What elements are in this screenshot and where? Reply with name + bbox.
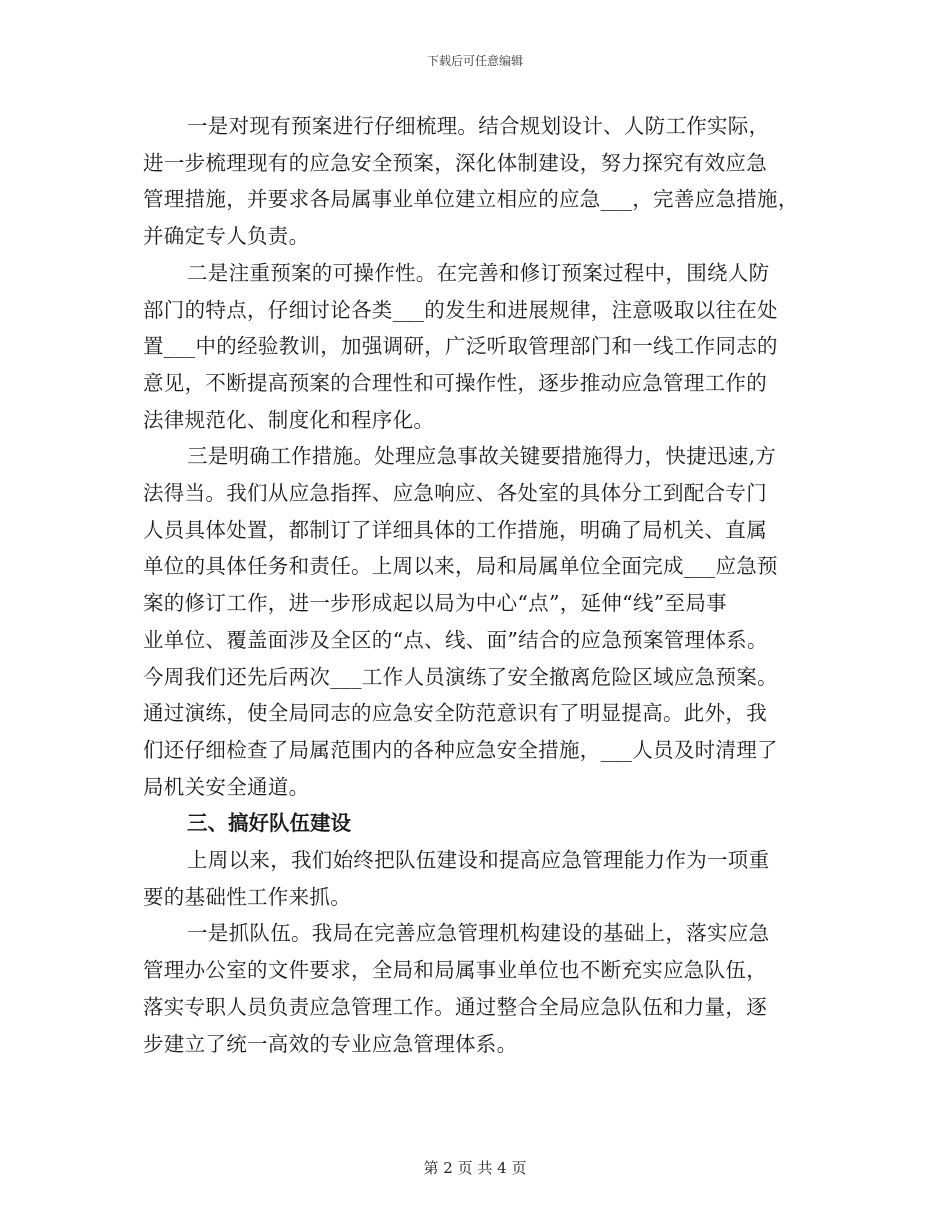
paragraph-line: 落实专职人员负责应急管理工作。通过整合全局应急队伍和力量，逐	[143, 994, 767, 1019]
paragraph-line: 意见，不断提高预案的合理性和可操作性，逐步推动应急管理工作的	[143, 370, 767, 395]
paragraph-line: 单位的具体任务和责任。上周以来，局和局属单位全面完成___应急预	[143, 554, 778, 579]
paragraph-line: 业单位、覆盖面涉及全区的“点、线、面”结合的应急预案管理体系。	[143, 627, 768, 652]
page-footer: 第 2 页 共 4 页	[423, 1159, 527, 1177]
document-body	[143, 108, 815, 1062]
section-heading: 三、搞好队伍建设	[187, 811, 351, 836]
paragraph-line: 步建立了统一高效的专业应急管理体系。	[143, 1031, 518, 1056]
paragraph-line: 三是明确工作措施。处理应急事故关键要措施得力，快捷迅速,方	[187, 444, 777, 469]
paragraph-line: 一是抓队伍。我局在完善应急管理机构建设的基础上，落实应急	[187, 921, 770, 946]
paragraph-line: 管理措施，并要求各局属事业单位建立相应的应急___，完善应急措施，	[143, 187, 799, 212]
paragraph	[143, 255, 815, 439]
paragraph-line: 上周以来，我们始终把队伍建设和提高应急管理能力作为一项重	[187, 848, 770, 873]
paragraph-line: 人员具体处置，都制订了详细具体的工作措施，明确了局机关、直属	[143, 517, 767, 542]
paragraph	[143, 108, 815, 255]
paragraph-line: 要的基础性工作来抓。	[143, 884, 351, 909]
paragraph-line: 通过演练，使全局同志的应急安全防范意识有了明显提高。此外，我	[143, 701, 767, 726]
paragraph	[143, 842, 815, 915]
paragraph-group-after	[143, 842, 815, 1062]
paragraph-line: 一是对现有预案进行仔细梳理。结合规划设计、人防工作实际，	[187, 114, 770, 138]
paragraph-line: 部门的特点，仔细讨论各类___的发生和进展规律，注意吸取以往在处	[143, 297, 778, 322]
page-header: 下载后可任意编辑	[426, 54, 523, 68]
paragraph-line: 案的修订工作，进一步形成起以局为中心“点”，延伸“线”至局事	[143, 591, 727, 616]
paragraph-line: 并确定专人负责。	[143, 224, 310, 249]
paragraph-line: 法得当。我们从应急指挥、应急响应、各处室的具体分工到配合专门	[143, 481, 767, 506]
paragraph	[143, 438, 815, 805]
paragraph-group-before	[143, 108, 815, 805]
paragraph-line: 进一步梳理现有的应急安全预案，深化体制建设，努力探究有效应急	[143, 150, 767, 175]
paragraph-line: 法律规范化、制度化和程序化。	[143, 407, 435, 432]
paragraph-line: 管理办公室的文件要求，全局和局属事业单位也不断充实应急队伍，	[143, 958, 767, 983]
paragraph	[143, 915, 815, 1062]
paragraph-line: 局机关安全通道。	[143, 774, 310, 799]
paragraph-line: 置___中的经验教训，加强调研，广泛听取管理部门和一线工作同志的	[143, 334, 778, 359]
paragraph-line: 二是注重预案的可操作性。在完善和修订预案过程中，围绕人防	[187, 260, 770, 285]
paragraph-line: 今周我们还先后两次___工作人员演练了安全撤离危险区域应急预案。	[143, 664, 778, 689]
paragraph-line: 们还仔细检查了局属范围内的各种应急安全措施，___人员及时清理了	[143, 737, 778, 762]
